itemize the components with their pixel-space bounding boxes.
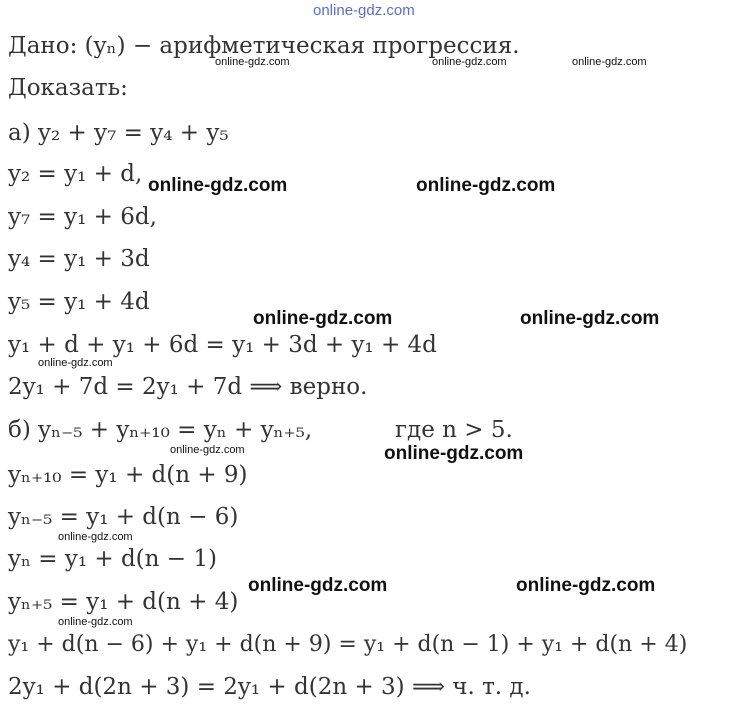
part-b-line-4: yₙ₊₅ = y₁ + d(n + 4)	[8, 589, 239, 615]
watermark-text: online-gdz.com	[432, 56, 507, 68]
part-b-line-2: yₙ₋₅ = y₁ + d(n − 6)	[8, 504, 239, 530]
part-a-line-6: 2y₁ + 7d = 2y₁ + 7d ⟹ верно.	[8, 374, 368, 400]
watermark-text: online-gdz.com	[416, 175, 556, 196]
part-a-line-3: y₄ = y₁ + 3d	[8, 246, 150, 272]
watermark-text: online-gdz.com	[58, 616, 133, 628]
part-a-statement: а) y₂ + y₇ = y₄ + y₅	[8, 120, 229, 146]
watermark-text: online-gdz.com	[520, 308, 660, 329]
given-text: Дано: (yₙ) − арифметическая прогрессия.	[8, 33, 520, 59]
watermark-text: online-gdz.com	[170, 444, 245, 456]
part-a-line-5: y₁ + d + y₁ + 6d = y₁ + 3d + y₁ + 4d	[8, 332, 437, 358]
part-b-line-1: yₙ₊₁₀ = y₁ + d(n + 9)	[8, 462, 248, 488]
part-b-statement: б) yₙ₋₅ + yₙ₊₁₀ = yₙ + yₙ₊₅,	[8, 417, 313, 443]
top-watermark: online-gdz.com	[313, 2, 415, 19]
part-b-line-3: yₙ = y₁ + d(n − 1)	[8, 546, 217, 572]
part-b-condition: где n > 5.	[395, 417, 513, 443]
watermark-text: online-gdz.com	[572, 56, 647, 68]
watermark-text: online-gdz.com	[58, 531, 133, 543]
watermark-text: online-gdz.com	[215, 56, 290, 68]
part-a-line-1: y₂ = y₁ + d,	[8, 161, 143, 187]
part-b-line-5: y₁ + d(n − 6) + y₁ + d(n + 9) = y₁ + d(n − 1) + y₁ + d(n + 4)	[8, 632, 688, 657]
part-a-line-2: y₇ = y₁ + 6d,	[8, 204, 157, 230]
watermark-text: online-gdz.com	[148, 175, 288, 196]
watermark-text: online-gdz.com	[38, 357, 113, 369]
watermark-text: online-gdz.com	[248, 575, 388, 596]
watermark-text: online-gdz.com	[516, 575, 656, 596]
watermark-text: online-gdz.com	[253, 308, 393, 329]
part-b-line-6: 2y₁ + d(2n + 3) = 2y₁ + d(2n + 3) ⟹ ч. т. д.	[8, 674, 531, 700]
part-a-line-4: y₅ = y₁ + 4d	[8, 289, 150, 315]
prove-heading: Доказать:	[8, 75, 128, 101]
watermark-text: online-gdz.com	[384, 443, 524, 464]
